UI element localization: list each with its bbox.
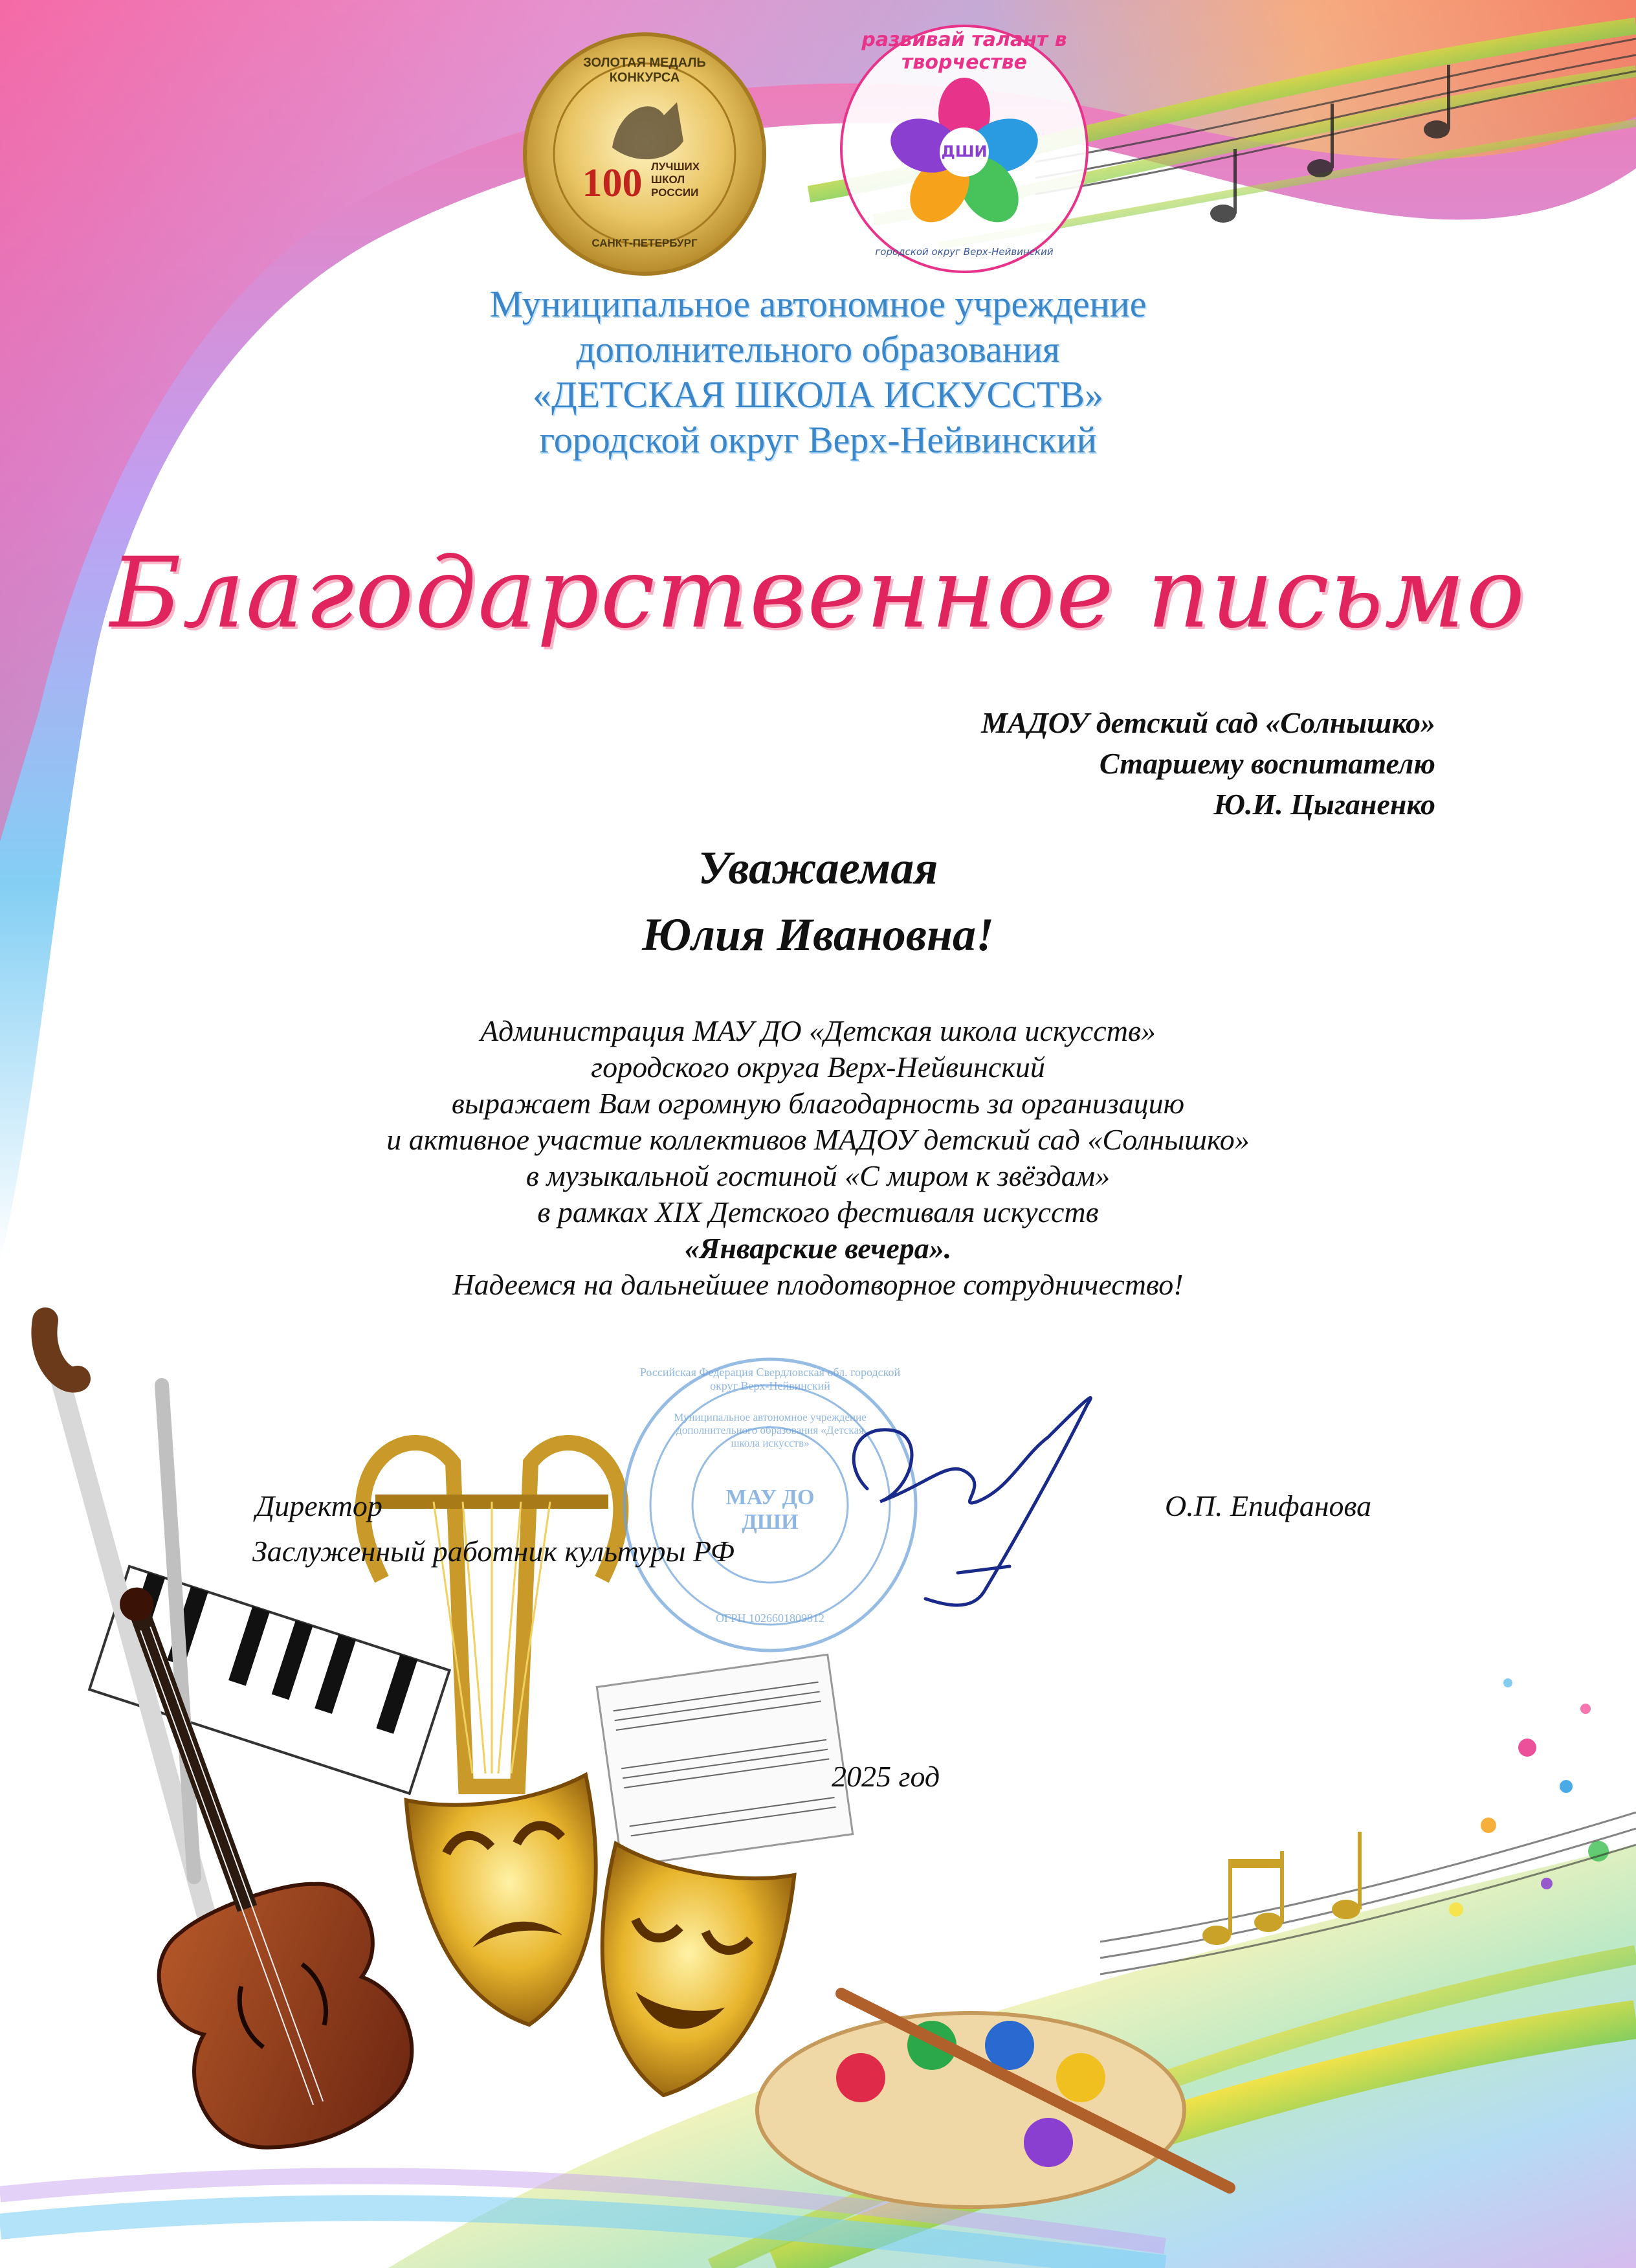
- greeting-line-2: Юлия Ивановна!: [642, 909, 994, 961]
- signature-mark-icon: [828, 1379, 1126, 1625]
- festival-name: «Январские вечера».: [684, 1232, 952, 1265]
- medal-ring-text: ЗОЛОТАЯ МЕДАЛЬ КОНКУРСА: [583, 56, 706, 85]
- stamp-inner-text: Муниципальное автономное учреждение дополнительного образования «Детская школа искусств»: [674, 1411, 867, 1449]
- body-line: в музыкальной гостиной «С миром к звёздам»: [525, 1159, 1111, 1192]
- medal-number: 100: [582, 161, 643, 205]
- addressee-position: Старшему воспитателю: [1099, 747, 1435, 780]
- logo-center-text: ДШИ: [941, 142, 988, 161]
- org-line-2: дополнительного образования: [576, 328, 1060, 370]
- document-year: 2025 год: [832, 1760, 940, 1793]
- body-line: и активное участие коллективов МАДОУ детский сад «Солнышко»: [386, 1123, 1250, 1156]
- letter-body: [0, 1013, 1636, 1303]
- medal-inner-line: РОССИИ: [651, 186, 699, 199]
- logo-bottom-arc: городской округ Верх-Нейвинский: [875, 246, 1054, 258]
- school-logo: [835, 19, 1094, 278]
- greeting-line-1: Уважаемая: [698, 842, 938, 894]
- org-line-3: «ДЕТСКАЯ ШКОЛА ИСКУССТВ»: [533, 373, 1103, 416]
- stamp-ogrn: ОГРН 1026601809812: [716, 1612, 824, 1625]
- stamp-outer-text: Российская Федерация Свердловская обл. городской округ Верх-Нейвинский: [639, 1366, 901, 1392]
- signer-title: Заслуженный работник культуры РФ: [252, 1535, 735, 1568]
- addressee-name: Ю.И. Цыганенко: [1213, 788, 1435, 821]
- gold-medal-emblem: [522, 31, 768, 277]
- body-line: Надеемся на дальнейшее плодотворное сотрудничество!: [452, 1268, 1184, 1301]
- greeting: [0, 841, 1636, 962]
- org-line-1: Муниципальное автономное учреждение: [489, 283, 1147, 325]
- document-title: Благодарственное письмо: [109, 537, 1527, 650]
- addressee: [529, 706, 1435, 821]
- body-line: выражает Вам огромную благодарность за организацию: [451, 1087, 1185, 1120]
- medal-city: САНКТ-ПЕТЕРБУРГ: [591, 237, 698, 249]
- addressee-org: МАДОУ детский сад «Солнышко»: [981, 706, 1435, 739]
- body-line: Администрация МАУ ДО «Детская школа искусств»: [480, 1014, 1156, 1047]
- org-header: [0, 282, 1636, 463]
- medal-inner-line: ЛУЧШИХ: [651, 161, 700, 173]
- medal-inner-line: ШКОЛ: [651, 173, 685, 186]
- stamp-center-text: МАУ ДО ДШИ: [725, 1485, 815, 1534]
- body-line: городского округа Верх-Нейвинский: [591, 1051, 1045, 1084]
- org-line-4: городской округ Верх-Нейвинский: [539, 419, 1097, 461]
- signer-name: О.П. Епифанова: [1165, 1489, 1372, 1522]
- logo-arc-text: развивай талант в творчестве: [861, 28, 1067, 74]
- body-line: в рамках XIX Детского фестиваля искусств: [537, 1195, 1099, 1228]
- signer-position: Директор: [256, 1489, 382, 1522]
